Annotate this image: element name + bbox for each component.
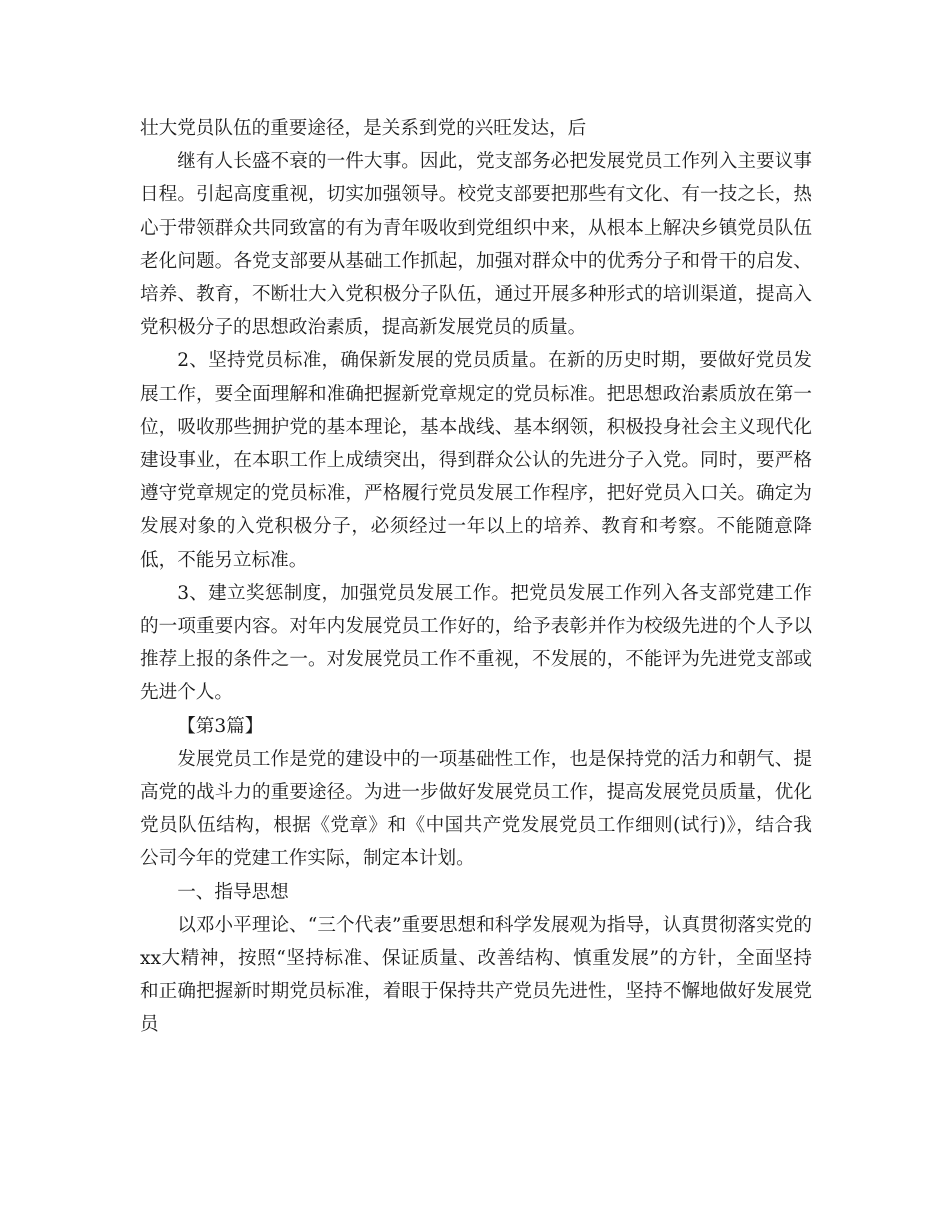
paragraph-guiding-ideology: 以邓小平理论、“三个代表”重要思想和科学发展观为指导，认真贯彻落实党的xx大精神，按照“坚持标准、保证质量、改善结构、慎重发展”的方针，全面坚持和正确把握新时期党员标准，着眼于保持共产党员先进性，坚持不懈地做好发展党员 — [140, 914, 812, 1036]
paragraph-party-branch-duty: 继有人长盛不衰的一件大事。因此，党支部务必把发展党员工作列入主要议事日程。引起高度重视，切实加强领导。校党支部要把那些有文化、有一技之长，热心于带领群众共同致富的有为青年吸收到党组织中来，从根本上解决乡镇党员队伍老化问题。各党支部要从基础工作抓起，加强对群众中的优秀分子和骨干的启发、培养、教育，不断壮大入党积极分子队伍，通过开展多种形式的培训渠道，提高入党积极分子的思想政治素质，提高新发展党员的质量。 — [140, 151, 812, 339]
paragraph-reward-system: 3、建立奖惩制度，加强党员发展工作。把党员发展工作列入各支部党建工作的一项重要内容。对年内发展党员工作好的，给予表彰并作为校级先进的个人予以推荐上报的条件之一。对发展党员工作不重视，不发展的，不能评为先进党支部或先进个人。 — [140, 582, 812, 704]
paragraph-intro-part-3: 发展党员工作是党的建设中的一项基础性工作，也是保持党的活力和朝气、提高党的战斗力的重要途径。为进一步做好发展党员工作，提高发展党员质量，优化党员队伍结构，根据《党章》和《中国共产党发展党员工作细则(试行)》，结合我公司今年的党建工作实际，制定本计划。 — [140, 748, 812, 870]
paragraph-member-standard: 2、坚持党员标准，确保新发展的党员质量。在新的历史时期，要做好党员发展工作，要全面理解和准确把握新党章规定的党员标准。把思想政治素质放在第一位，吸收那些拥护党的基本理论，基本战线、基本纲领，积极投身社会主义现代化建设事业，在本职工作上成绩突出，得到群众公认的先进分子入党。同时，要严格遵守党章规定的党员标准，严格履行党员发展工作程序，把好党员入口关。确定为发展对象的入党积极分子，必须经过一年以上的培养、教育和考察。不能随意降低，不能另立标准。 — [140, 350, 812, 571]
section-heading-part-3: 【第3篇】 — [177, 715, 264, 737]
document-body — [140, 112, 812, 1042]
section-heading-guiding-ideology: 一、指导思想 — [177, 881, 289, 903]
paragraph-continuation: 壮大党员队伍的重要途径，是关系到党的兴旺发达，后 — [140, 118, 587, 139]
